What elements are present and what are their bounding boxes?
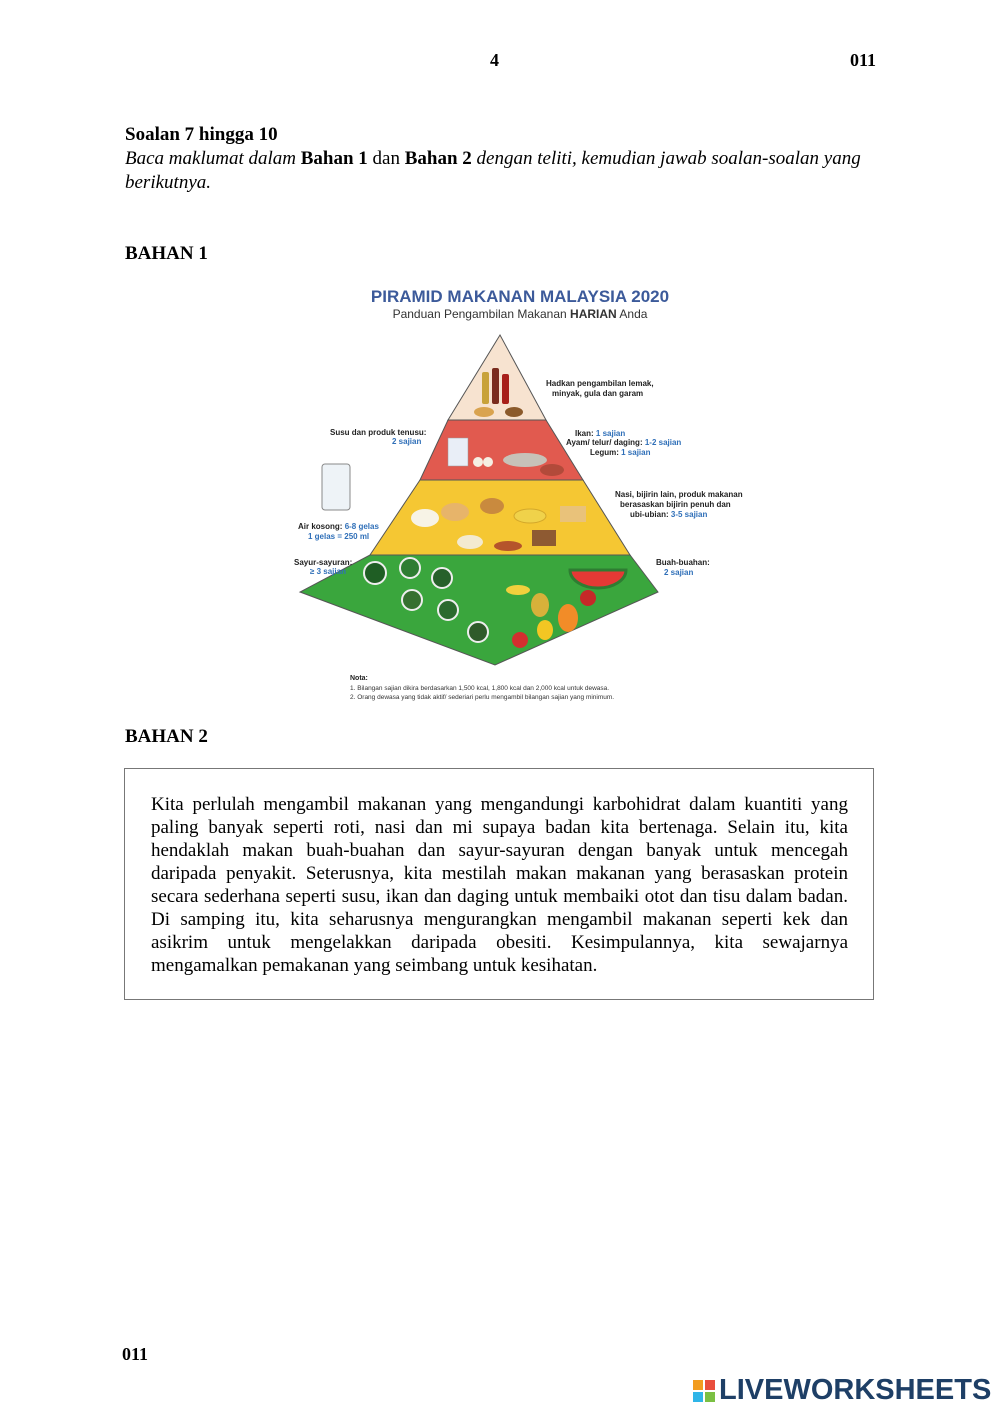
- logo-square: [693, 1392, 703, 1402]
- label-fats-2: minyak, gula dan garam: [552, 389, 644, 398]
- rice-bowl-icon: [411, 509, 439, 527]
- meat-icon: [540, 464, 564, 476]
- instruction-dan: dan: [367, 148, 405, 169]
- pyramid-subtitle: Panduan Pengambilan Makanan HARIAN Anda: [392, 307, 648, 321]
- label-grain-2: berasaskan bijirin penuh dan: [620, 500, 731, 509]
- liveworksheets-wordmark: LIVEWORKSHEETS: [719, 1374, 992, 1406]
- cake-icon: [474, 407, 494, 417]
- pyramid-title: PIRAMID MAKANAN MALAYSIA 2020: [370, 287, 670, 306]
- instruction-bahan2: Bahan 2: [404, 148, 472, 169]
- label-grain-1: Nasi, bijirin lain, produk makanan: [615, 490, 743, 499]
- label-vegetables-serving: ≥ 3 sajian: [310, 567, 346, 576]
- rambutan-icon: [512, 632, 528, 648]
- water-glass-icon: [322, 464, 350, 510]
- egg-icon: [473, 457, 483, 467]
- sweet-potato-icon: [494, 541, 522, 551]
- food-pyramid-figure: [270, 280, 770, 710]
- bahan1-heading: BAHAN 1: [125, 243, 208, 264]
- label-fruits: Buah-buahan:: [656, 558, 710, 567]
- liveworksheets-logo-icon: [692, 1379, 716, 1403]
- bread-icon: [441, 503, 469, 521]
- nota-1: 1. Bilangan sajian dikira berdasarkan 1,500 kcal, 1,800 kcal dan 2,000 kcal untuk dewasa.: [350, 685, 610, 692]
- logo-square: [693, 1380, 703, 1390]
- label-vegetables: Sayur-sayuran:: [294, 558, 353, 567]
- label-ayam: Ayam/ telur/ daging: 1-2 sajian: [566, 438, 682, 447]
- pineapple-icon: [531, 593, 549, 617]
- rambutan-icon: [580, 590, 596, 606]
- banana-icon: [506, 585, 530, 595]
- nota-2: 2. Orang dewasa yang tidak aktif/ sederiari perlu mengambil bilangan sajian yang minimum.: [350, 694, 615, 701]
- passage-box: [124, 768, 874, 1000]
- logo-square: [705, 1380, 715, 1390]
- corn-icon: [514, 509, 546, 523]
- starfruit-icon: [537, 620, 553, 640]
- bowl-icon: [457, 535, 483, 549]
- nota-title: Nota:: [350, 675, 368, 682]
- vegetable-bowl-icon: [402, 590, 422, 610]
- bottle-icon: [482, 372, 489, 404]
- papaya-icon: [558, 604, 578, 632]
- label-legum: Legum: 1 sajian: [590, 448, 651, 457]
- bread-loaf-icon: [532, 530, 556, 546]
- instruction-bahan1: Bahan 1: [300, 148, 368, 169]
- vegetable-bowl-icon: [364, 562, 386, 584]
- bahan2-heading: BAHAN 2: [125, 726, 208, 747]
- vegetable-bowl-icon: [432, 568, 452, 588]
- bottle-icon: [492, 368, 499, 404]
- label-dairy: Susu dan produk tenusu:: [330, 428, 427, 437]
- question-title: Soalan 7 hingga 10: [125, 124, 278, 145]
- milk-icon: [448, 438, 468, 466]
- question-instruction: [125, 147, 870, 195]
- label-water-note: 1 gelas = 250 ml: [308, 532, 370, 541]
- noodle-icon: [560, 506, 586, 522]
- page-number: 4: [490, 50, 499, 70]
- liveworksheets-logo[interactable]: [692, 1374, 991, 1407]
- label-ikan: Ikan: 1 sajian: [575, 429, 626, 438]
- label-fats-1: Hadkan pengambilan lemak,: [546, 379, 654, 388]
- label-dairy-serving: 2 sajian: [392, 437, 422, 446]
- paper-code-bottom: 011: [122, 1344, 149, 1364]
- label-water: Air kosong: 6-8 gelas: [298, 522, 379, 531]
- bottle-icon: [502, 374, 509, 404]
- instruction-text-2: dengan teliti, kemudian jawab soalan-soalan yang berikutnya.: [125, 148, 861, 193]
- logo-square: [705, 1392, 715, 1402]
- vegetable-bowl-icon: [468, 622, 488, 642]
- label-grain-3: ubi-ubian: 3-5 sajian: [630, 510, 708, 519]
- egg-icon: [483, 457, 493, 467]
- instruction-text-1: Baca maklumat dalam: [125, 148, 301, 169]
- potato-icon: [480, 498, 504, 514]
- vegetable-bowl-icon: [438, 600, 458, 620]
- passage-text: Kita perlulah mengambil makanan yang mengandungi karbohidrat dalam kuantiti yang paling banyak seperti roti, nasi dan mi supaya badan kita bertenaga. Selain itu, kita hendaklah makan buah-buahan dan sayur-sayuran dengan banyak untuk mencegah daripada penyakit. Seterusnya, kita mestilah makan makanan yang berasaskan protein secara sederhana seperti susu, ikan dan daging untuk membaiki otot dan tisu dalam badan. Di samping itu, kita seharusnya mengurangkan mengambil makanan seperti kek dan asikrim untuk mengelakkan daripada obesiti. Kesimpulannya, kita sewajarnya mengamalkan pemakanan yang seimbang untuk kesihatan.: [151, 794, 848, 976]
- fish-icon: [503, 453, 547, 467]
- snack-icon: [505, 407, 523, 417]
- label-fruits-serving: 2 sajian: [664, 568, 694, 577]
- paper-code-top: 011: [850, 50, 877, 70]
- vegetable-bowl-icon: [400, 558, 420, 578]
